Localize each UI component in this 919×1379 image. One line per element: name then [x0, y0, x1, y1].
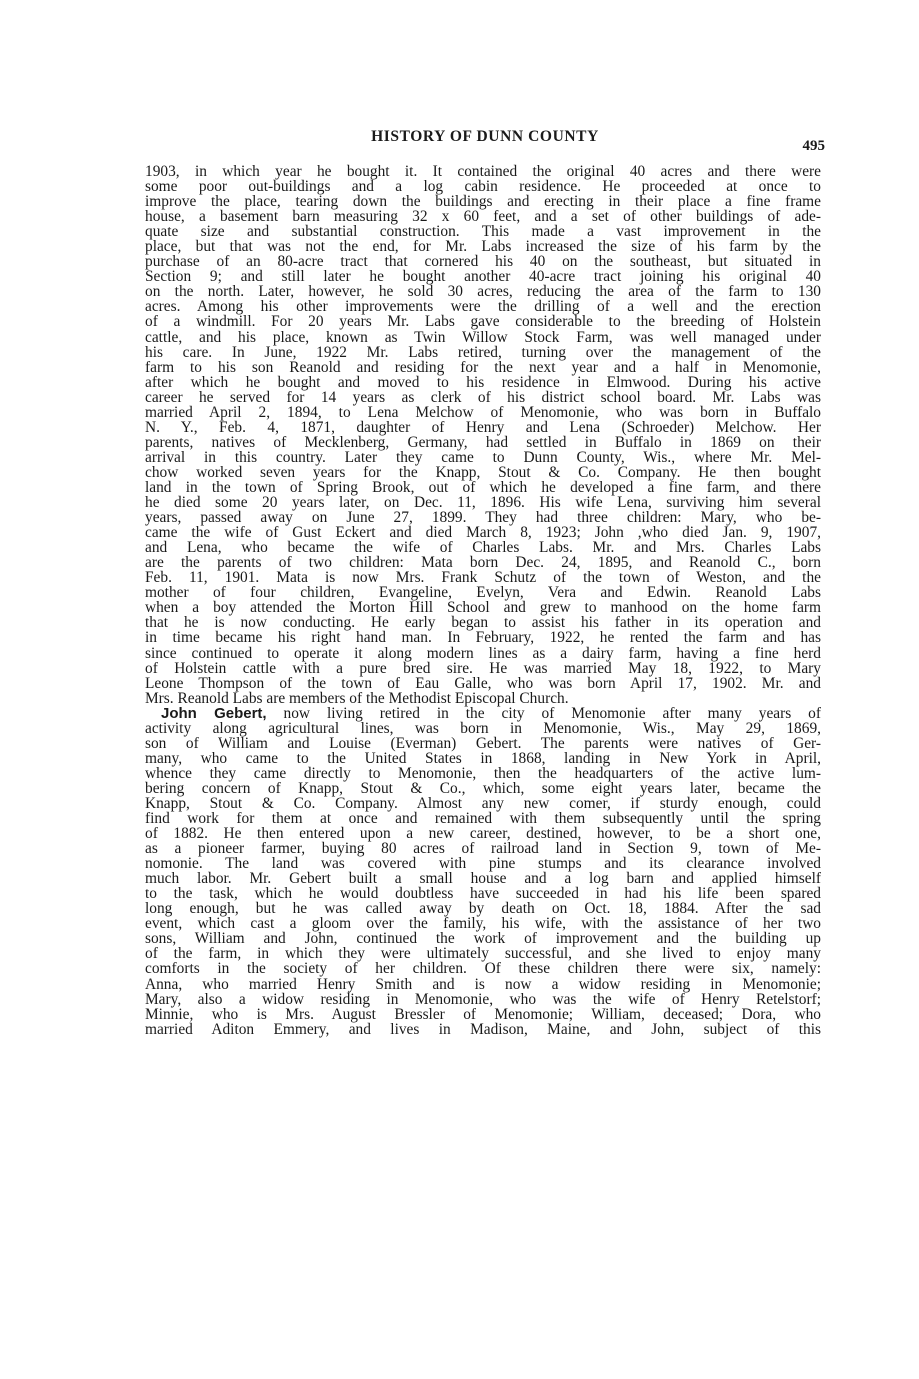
text-line: much labor. Mr. Gebert built a small house and a log barn and applied himself — [145, 870, 821, 888]
text-line: farm to his son Reanold and residing for the next year and a half in Menomonie, — [145, 358, 821, 376]
text-line: that he is now conducting. He early began to assist his father in its operation and — [145, 614, 821, 632]
text-line: since continued to operate it along modern lines as a dairy farm, having a fine herd — [145, 644, 821, 662]
text-line: chow worked seven years for the Knapp, Stout & Co. Company. He then bought — [145, 463, 821, 481]
text-line: Minnie, who is Mrs. August Bressler of Menomonie; William, deceased; Dora, who — [145, 1005, 821, 1023]
text-line: in time became his right hand man. In February, 1922, he rented the farm and has — [145, 629, 821, 647]
text-line: Section 9; and still later he bought another 40-acre tract joining his original 40 — [145, 268, 821, 286]
text-line: mother of four children, Evangeline, Evelyn, Vera and Edwin. Reanold Labs — [145, 584, 821, 602]
text-line: of the farm, in which they were ultimately successful, and she lived to enjoy many — [145, 945, 821, 963]
text-line: acres. Among his other improvements were the drilling of a well and the erection — [145, 298, 821, 316]
text-line: Feb. 11, 1901. Mata is now Mrs. Frank Schutz of the town of Weston, and the — [145, 569, 821, 587]
gebert-paragraph — [145, 706, 821, 1037]
running-head — [145, 128, 825, 154]
text-line: came the wife of Gust Eckert and died March 8, 1923; John ,who died Jan. 9, 1907, — [145, 524, 821, 542]
text-line: when a boy attended the Morton Hill School and grew to manhood on the home farm — [145, 599, 821, 617]
biography-name: John Gebert, — [161, 704, 267, 722]
text-line: many, who came to the United States in 1868, landing in New York in April, — [145, 749, 821, 767]
text-line: long enough, but he was called away by death on Oct. 18, 1884. After the sad — [145, 900, 821, 918]
text-line: some poor out-buildings and a log cabin residence. He proceeded at once to — [145, 178, 821, 196]
text-line: of 1882. He then entered upon a new career, destined, however, to be a short one, — [145, 825, 821, 843]
text-line: Mrs. Reanold Labs are members of the Methodist Episcopal Church. — [145, 689, 569, 707]
text-line: Mary, also a widow residing in Menomonie, who was the wife of Henry Retelstorf; — [145, 990, 821, 1008]
text-line — [145, 706, 821, 721]
text-line: his care. In June, 1922 Mr. Labs retired, turning over the management of the — [145, 343, 821, 361]
text-line: and Lena, who became the wife of Charles Labs. Mr. and Mrs. Charles Labs — [145, 539, 821, 557]
text-line: quate size and substantial construction. This made a vast improvement in the — [145, 223, 821, 241]
running-title: HISTORY OF DUNN COUNTY — [371, 128, 599, 145]
text-line: N. Y., Feb. 4, 1871, daughter of Henry and Lena (Schroeder) Melchow. Her — [145, 418, 821, 436]
text-line: whence they came directly to Menomonie, then the headquarters of the active lum- — [145, 764, 821, 782]
text-line: place, but that was not the end, for Mr. Labs increased the size of his farm by the — [145, 238, 821, 256]
text-line: Anna, who married Henry Smith and is now a widow residing in Menomonie; — [145, 975, 821, 993]
first-line-text: now living retired in the city of Menomonie after many years of — [266, 704, 821, 722]
text-line: Knapp, Stout & Co. Company. Almost any new comer, if sturdy enough, could — [145, 794, 821, 812]
text-line: on the north. Later, however, he sold 30 acres, reducing the area of the farm to 130 — [145, 283, 821, 301]
text-line: nomonie. The land was covered with pine stumps and its clearance involved — [145, 855, 821, 873]
text-line: Leone Thompson of the town of Eau Galle, who was born April 17, 1902. Mr. and — [145, 674, 821, 692]
text-line: find work for them at once and remained with them subsequently until the spring — [145, 810, 821, 828]
text-line: activity along agricultural lines, was born in Menomonie, Wis., May 29, 1869, — [145, 719, 821, 737]
text-line: to the task, which he would doubtless have succeeded in had his life been spared — [145, 885, 821, 903]
text-line: land in the town of Spring Brook, out of which he developed a fine farm, and there — [145, 478, 821, 496]
text-line: comforts in the society of her children. Of these children there were six, namely: — [145, 960, 821, 978]
text-line: cattle, and his place, known as Twin Willow Stock Farm, was well managed under — [145, 328, 821, 346]
text-line: he died some 20 years later, on Dec. 11, 1896. His wife Lena, surviving him several — [145, 494, 821, 512]
body-text — [145, 164, 821, 1037]
text-line: of Holstein cattle with a pure bred sire. He was married May 18, 1922, to Mary — [145, 659, 821, 677]
text-line: house, a basement barn measuring 32 x 60 feet, and a set of other buildings of ade- — [145, 208, 821, 226]
text-line: years, passed away on June 27, 1899. They had three children: Mary, who be- — [145, 509, 821, 527]
text-line: 1903, in which year he bought it. It contained the original 40 acres and there were — [145, 163, 821, 180]
text-line: married April 2, 1894, to Lena Melchow of Menomonie, who was born in Buffalo — [145, 403, 821, 421]
text-line: son of William and Louise (Everman) Gebert. The parents were natives of Ger- — [145, 734, 821, 752]
text-line: sons, William and John, continued the work of improvement and the building up — [145, 930, 821, 948]
text-line: married Aditon Emmery, and lives in Madison, Maine, and John, subject of this — [145, 1020, 821, 1038]
text-line: parents, natives of Mecklenberg, Germany, had settled in Buffalo in 1869 on their — [145, 433, 821, 451]
text-line: bering concern of Knapp, Stout & Co., which, some eight years later, became the — [145, 779, 821, 797]
text-line: improve the place, tearing down the buildings and erecting in their place a fine frame — [145, 193, 821, 211]
text-line: purchase of an 80-acre tract that cornered his 40 on the southeast, but situated in — [145, 253, 821, 271]
text-line: of a windmill. For 20 years Mr. Labs gave considerable to the breeding of Holstein — [145, 313, 821, 331]
text-line: career he served for 14 years as clerk of his district school board. Mr. Labs was — [145, 388, 821, 406]
page-number: 495 — [802, 138, 825, 154]
text-line: after which he bought and moved to his residence in Elmwood. During his active — [145, 373, 821, 391]
text-line: event, which cast a gloom over the family, his wife, with the assistance of her two — [145, 915, 821, 933]
text-line: as a pioneer farmer, buying 80 acres of railroad land in Section 9, town of Me- — [145, 840, 821, 858]
labs-paragraph — [145, 164, 821, 706]
text-line: are the parents of two children: Mata born Dec. 24, 1895, and Reanold C., born — [145, 554, 821, 572]
text-line: arrival in this country. Later they came to Dunn County, Wis., where Mr. Mel- — [145, 448, 821, 466]
